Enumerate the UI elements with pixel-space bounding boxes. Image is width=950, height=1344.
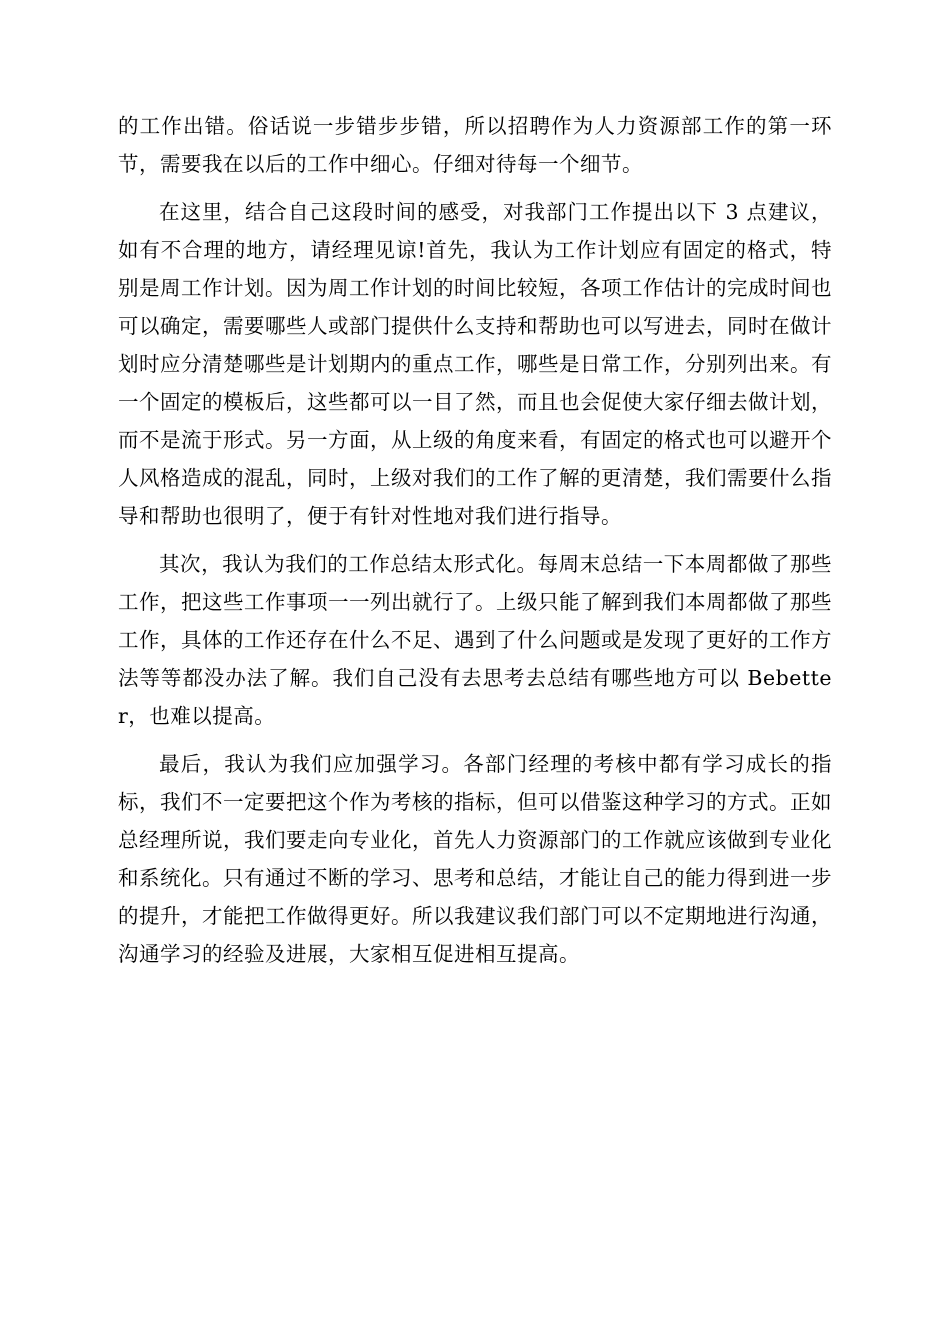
paragraph-summary: 其次，我认为我们的工作总结太形式化。每周末总结一下本周都做了那些工作，把这些工作事项一一列出就行了。上级只能了解到我们本周都做了那些工作，具体的工作还存在什么不足、遇到了什么问题或是发现了更好的工作方法等等都没办法了解。我们自己没有去思考去总结有哪些地方可以 Bebetter，也难以提高。	[118, 552, 832, 728]
document-page	[118, 107, 832, 973]
paragraph-learning: 最后，我认为我们应加强学习。各部门经理的考核中都有学习成长的指标，我们不一定要把这个作为考核的指标，但可以借鉴这种学习的方式。正如总经理所说，我们要走向专业化，首先人力资源部门的工作就应该做到专业化和系统化。只有通过不断的学习、思考和总结，才能让自己的能力得到进一步的提升，才能把工作做得更好。所以我建议我们部门可以不定期地进行沟通，沟通学习的经验及进展，大家相互促进相互提高。	[118, 752, 832, 966]
paragraph-suggestions: 在这里，结合自己这段时间的感受，对我部门工作提出以下 3 点建议，如有不合理的地方，请经理见谅!首先，我认为工作计划应有固定的格式，特别是周工作计划。因为周工作计划的时间比较短，各项工作估计的完成时间也可以确定，需要哪些人或部门提供什么支持和帮助也可以写进去，同时在做计划时应分清楚哪些是计划期内的重点工作，哪些是日常工作，分别列出来。有一个固定的模板后，这些都可以一目了然，而且也会促使大家仔细去做计划，而不是流于形式。另一方面，从上级的角度来看，有固定的格式也可以避开个人风格造成的混乱，同时，上级对我们的工作了解的更清楚，我们需要什么指导和帮助也很明了，便于有针对性地对我们进行指导。	[118, 200, 832, 528]
paragraph-continuation: 的工作出错。俗话说一步错步步错，所以招聘作为人力资源部工作的第一环节，需要我在以后的工作中细心。仔细对待每一个细节。	[118, 114, 832, 176]
